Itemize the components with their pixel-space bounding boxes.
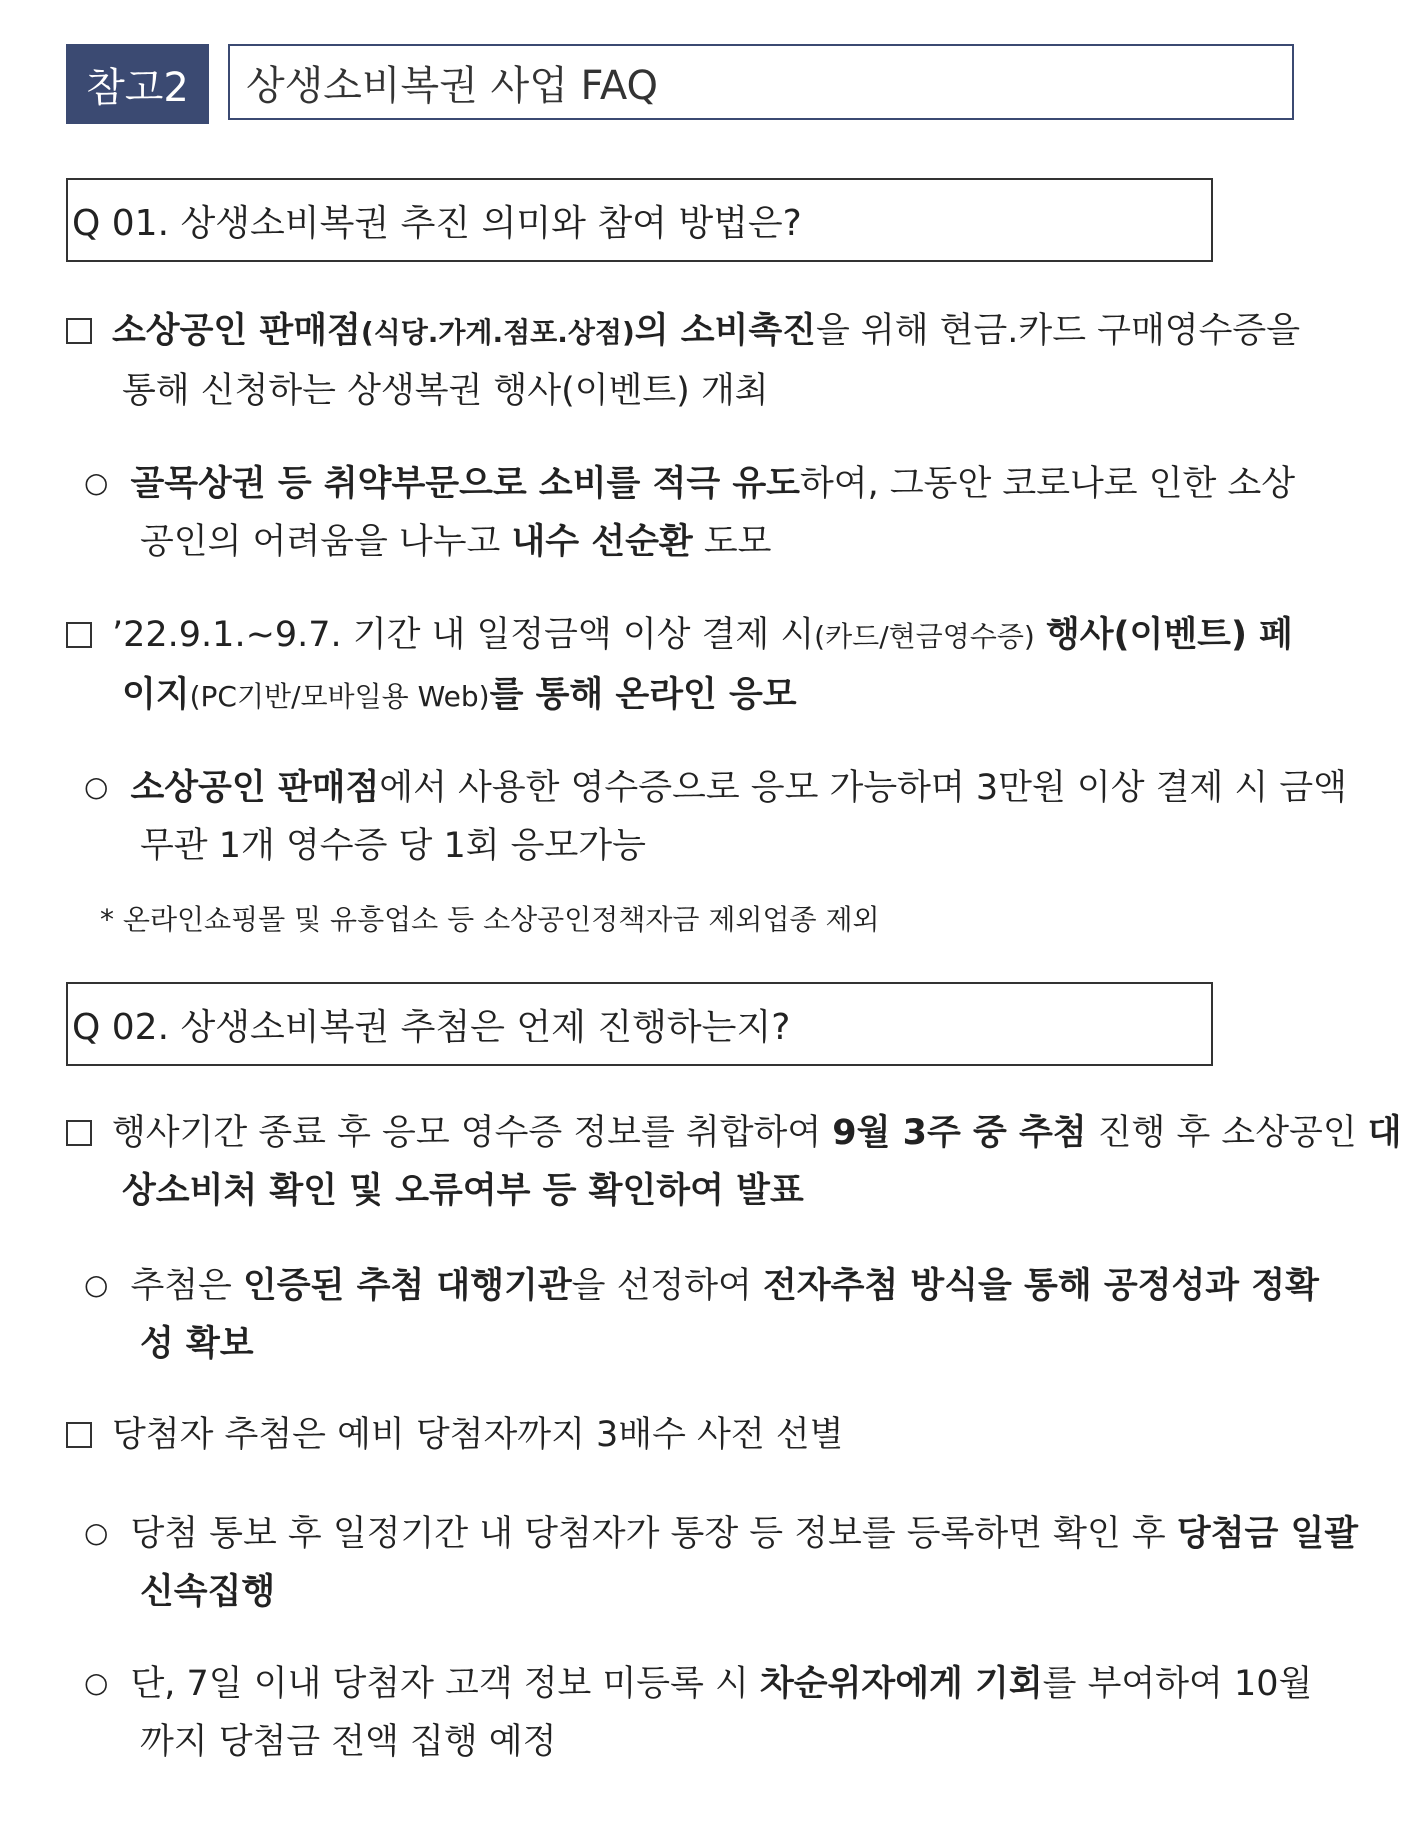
circle-bullet-icon: ○ bbox=[84, 770, 109, 803]
reference-tag: 참고2 bbox=[66, 44, 209, 124]
q1-paragraph-2: ○ 골목상권 등 취약부문으로 소비를 적극 유도하여, 그동안 코로나로 인한 소상 공인의 어려움을 나누고 내수 선순환 도모 bbox=[84, 454, 1306, 571]
question-1-box bbox=[66, 178, 1213, 262]
q2-paragraph-1: 행사기간 종료 후 응모 영수증 정보를 취합하여 9월 3주 중 추첨 진행 후 소상공인 대 상소비처 확인 및 오류여부 등 확인하여 발표 bbox=[66, 1104, 1306, 1220]
square-bullet-icon bbox=[66, 318, 92, 344]
circle-bullet-icon: ○ bbox=[84, 1666, 109, 1699]
square-bullet-icon bbox=[66, 1120, 92, 1146]
q2-paragraph-2: ○ 추첨은 인증된 추첨 대행기관을 선정하여 전자추첨 방식을 통해 공정성과 정확 성 확보 bbox=[84, 1256, 1306, 1373]
q2-paragraph-4: ○ 당첨 통보 후 일정기간 내 당첨자가 통장 등 정보를 등록하면 확인 후 당첨금 일괄 신속집행 bbox=[84, 1504, 1306, 1621]
question-2-text: Q 02. 상생소비복권 추첨은 언제 진행하는지? bbox=[72, 1006, 791, 1048]
page-title: 상생소비복권 사업 FAQ bbox=[228, 44, 1294, 120]
q1-paragraph-4: ○ 소상공인 판매점에서 사용한 영수증으로 응모 가능하며 3만원 이상 결제 시 금액 무관 1개 영수증 당 1회 응모가능 bbox=[84, 758, 1306, 875]
q2-paragraph-3: 당첨자 추첨은 예비 당첨자까지 3배수 사전 선별 bbox=[66, 1406, 1306, 1464]
q1-footnote: * 온라인쇼핑몰 및 유흥업소 등 소상공인정책자금 제외업종 제외 bbox=[100, 903, 880, 936]
square-bullet-icon bbox=[66, 622, 92, 648]
q2-paragraph-5: ○ 단, 7일 이내 당첨자 고객 정보 미등록 시 차순위자에게 기회를 부여하여 10월 까지 당첨금 전액 집행 예정 bbox=[84, 1654, 1306, 1771]
circle-bullet-icon: ○ bbox=[84, 466, 109, 499]
question-1-text: Q 01. 상생소비복권 추진 의미와 참여 방법은? bbox=[72, 202, 802, 244]
header bbox=[66, 44, 1300, 124]
circle-bullet-icon: ○ bbox=[84, 1268, 109, 1301]
square-bullet-icon bbox=[66, 1422, 92, 1448]
circle-bullet-icon: ○ bbox=[84, 1516, 109, 1549]
q1-paragraph-1: 소상공인 판매점(식당.가게.점포.상점)의 소비촉진을 위해 현금.카드 구매영수증을 통해 신청하는 상생복권 행사(이벤트) 개최 bbox=[66, 302, 1306, 420]
q1-paragraph-3: ’22.9.1.~9.7. 기간 내 일정금액 이상 결제 시(카드/현금영수증) 행사(이벤트) 페 이지(PC기반/모바일용 Web)를 통해 온라인 응모 bbox=[66, 606, 1306, 726]
question-2-box bbox=[66, 982, 1213, 1066]
